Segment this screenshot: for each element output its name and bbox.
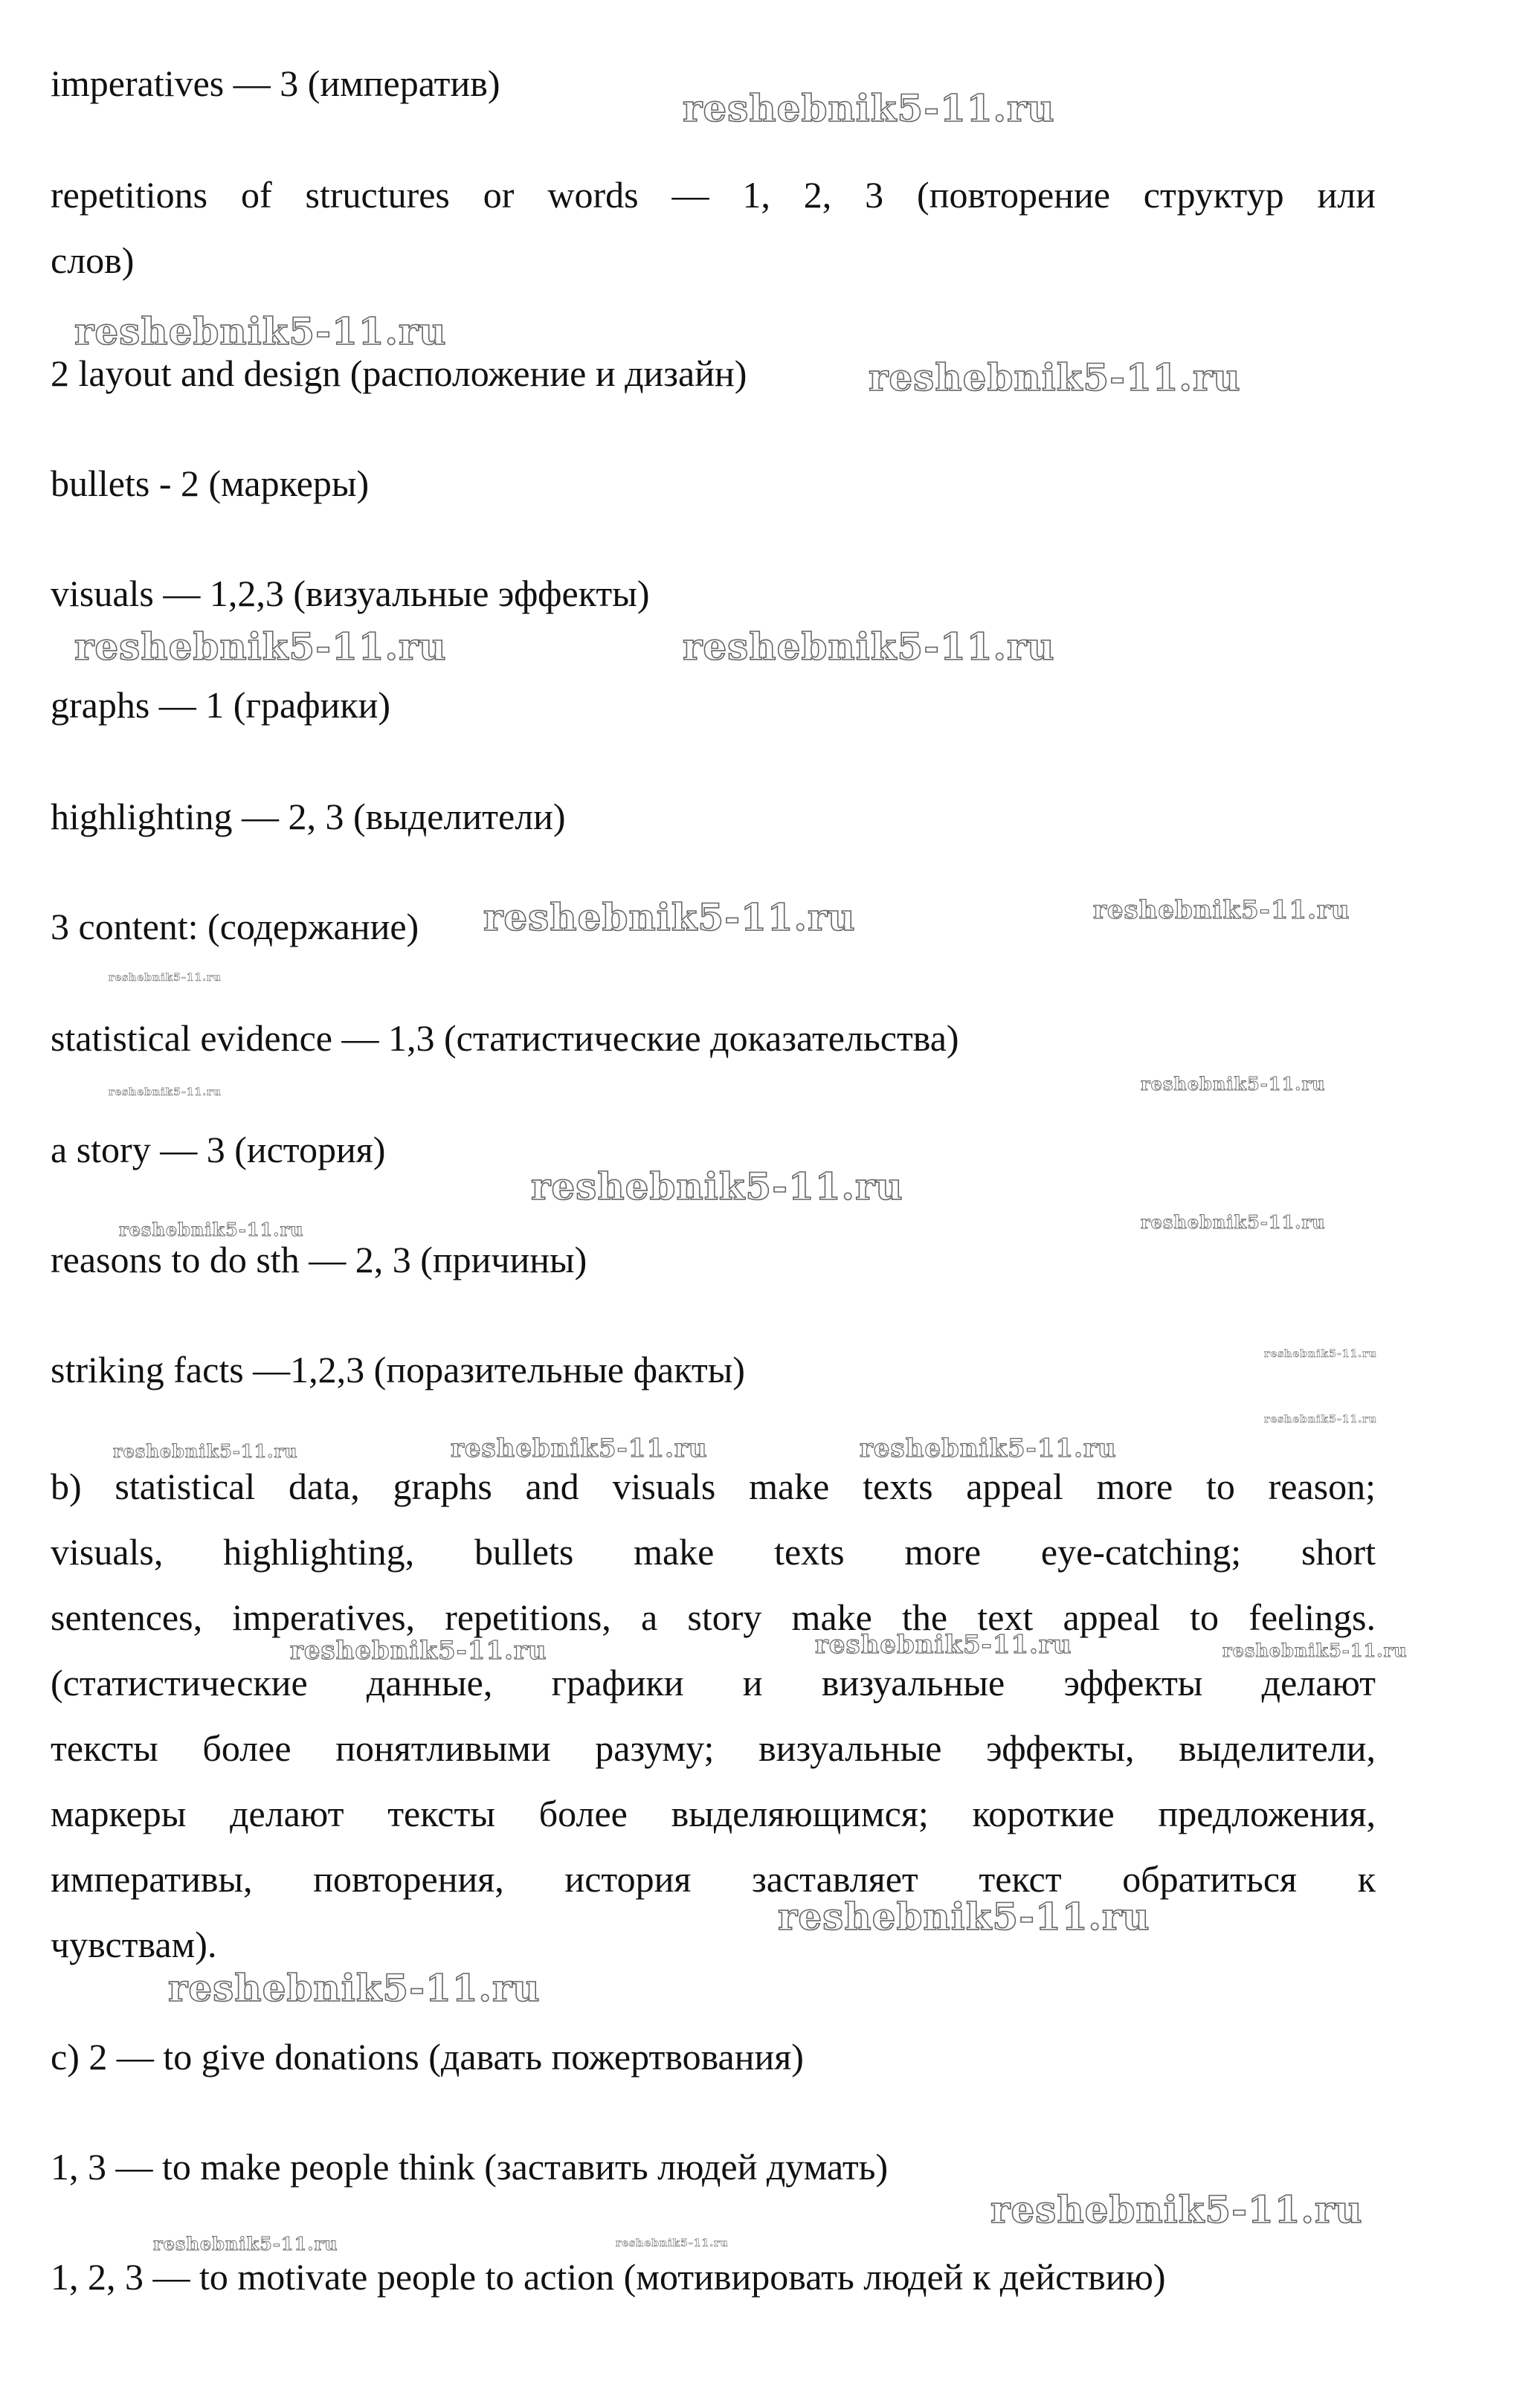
- watermark: reshebnik5-11.ru: [109, 1086, 222, 1098]
- line-visuals: visuals — 1,2,3 (визуальные эффекты): [51, 573, 650, 614]
- watermark: reshebnik5-11.ru: [1141, 1073, 1326, 1095]
- paragraph-line: (статистические данные, графики и визуальные эффекты делают: [51, 1662, 1376, 1704]
- paragraph-line: visuals, highlighting, bullets make texts more eye-catching; short: [51, 1531, 1376, 1573]
- line-layout-design: 2 layout and design (расположение и дизайн): [51, 352, 747, 394]
- line-highlighting: highlighting — 2, 3 (выделители): [51, 796, 566, 837]
- watermark: reshebnik5-11.ru: [109, 972, 222, 984]
- watermark: reshebnik5-11.ru: [1264, 1348, 1377, 1360]
- line-story: a story — 3 (история): [51, 1129, 386, 1170]
- watermark: reshebnik5-11.ru: [290, 1636, 547, 1666]
- paragraph-line: чувствам).: [51, 1924, 217, 1965]
- paragraph-repetitions: [51, 162, 1376, 293]
- watermark: reshebnik5-11.ru: [683, 625, 1055, 668]
- watermark: reshebnik5-11.ru: [860, 1434, 1117, 1463]
- paragraph-line: императивы, повторения, история заставляет текст обратиться к: [51, 1858, 1376, 1900]
- watermark: reshebnik5-11.ru: [153, 2233, 338, 2255]
- line-donations: c) 2 — to give donations (давать пожертвования): [51, 2036, 804, 2078]
- watermark: reshebnik5-11.ru: [74, 309, 447, 353]
- line-statistical-evidence: statistical evidence — 1,3 (статистические доказательства): [51, 1017, 959, 1059]
- line-motivate-action: 1, 2, 3 — to motivate people to action (мотивировать людей к действию): [51, 2256, 1166, 2298]
- watermark: reshebnik5-11.ru: [1264, 1414, 1377, 1425]
- line-graphs: graphs — 1 (графики): [51, 684, 391, 726]
- watermark: reshebnik5-11.ru: [1141, 1211, 1326, 1233]
- watermark: reshebnik5-11.ru: [113, 1440, 298, 1462]
- paragraph-line: тексты более понятливыми разуму; визуальные эффекты, выделители,: [51, 1727, 1376, 1769]
- line-imperatives: imperatives — 3 (императив): [51, 62, 500, 104]
- paragraph-line: repetitions of structures or words — 1, 2, 3 (повторение структур или: [51, 174, 1376, 216]
- watermark: reshebnik5-11.ru: [869, 355, 1241, 399]
- watermark: reshebnik5-11.ru: [483, 895, 856, 939]
- watermark: reshebnik5-11.ru: [778, 1895, 1150, 1938]
- watermark: reshebnik5-11.ru: [531, 1164, 903, 1208]
- watermark: reshebnik5-11.ru: [616, 2237, 729, 2249]
- watermark: reshebnik5-11.ru: [168, 1966, 541, 2010]
- paragraph-section-b: [51, 1454, 1376, 1977]
- line-reasons: reasons to do sth — 2, 3 (причины): [51, 1239, 587, 1280]
- watermark: reshebnik5-11.ru: [815, 1630, 1072, 1660]
- watermark: reshebnik5-11.ru: [1222, 1640, 1408, 1661]
- line-bullets: bullets - 2 (маркеры): [51, 463, 370, 504]
- watermark: reshebnik5-11.ru: [119, 1219, 304, 1240]
- paragraph-line: sentences, imperatives, repetitions, a story make the text appeal to feelings.: [51, 1596, 1376, 1638]
- watermark: reshebnik5-11.ru: [74, 625, 447, 668]
- line-striking-facts: striking facts —1,2,3 (поразительные факты): [51, 1349, 745, 1390]
- line-make-people-think: 1, 3 — to make people think (заставить людей думать): [51, 2146, 889, 2188]
- watermark: reshebnik5-11.ru: [990, 2188, 1363, 2231]
- paragraph-line: маркеры делают тексты более выделяющимся; короткие предложения,: [51, 1793, 1376, 1834]
- watermark: reshebnik5-11.ru: [683, 86, 1055, 130]
- watermark: reshebnik5-11.ru: [1093, 895, 1350, 925]
- paragraph-line: слов): [51, 239, 135, 281]
- paragraph-line: b) statistical data, graphs and visuals make texts appeal more to reason;: [51, 1466, 1376, 1507]
- line-content: 3 content: (содержание): [51, 906, 419, 947]
- watermark: reshebnik5-11.ru: [451, 1434, 708, 1463]
